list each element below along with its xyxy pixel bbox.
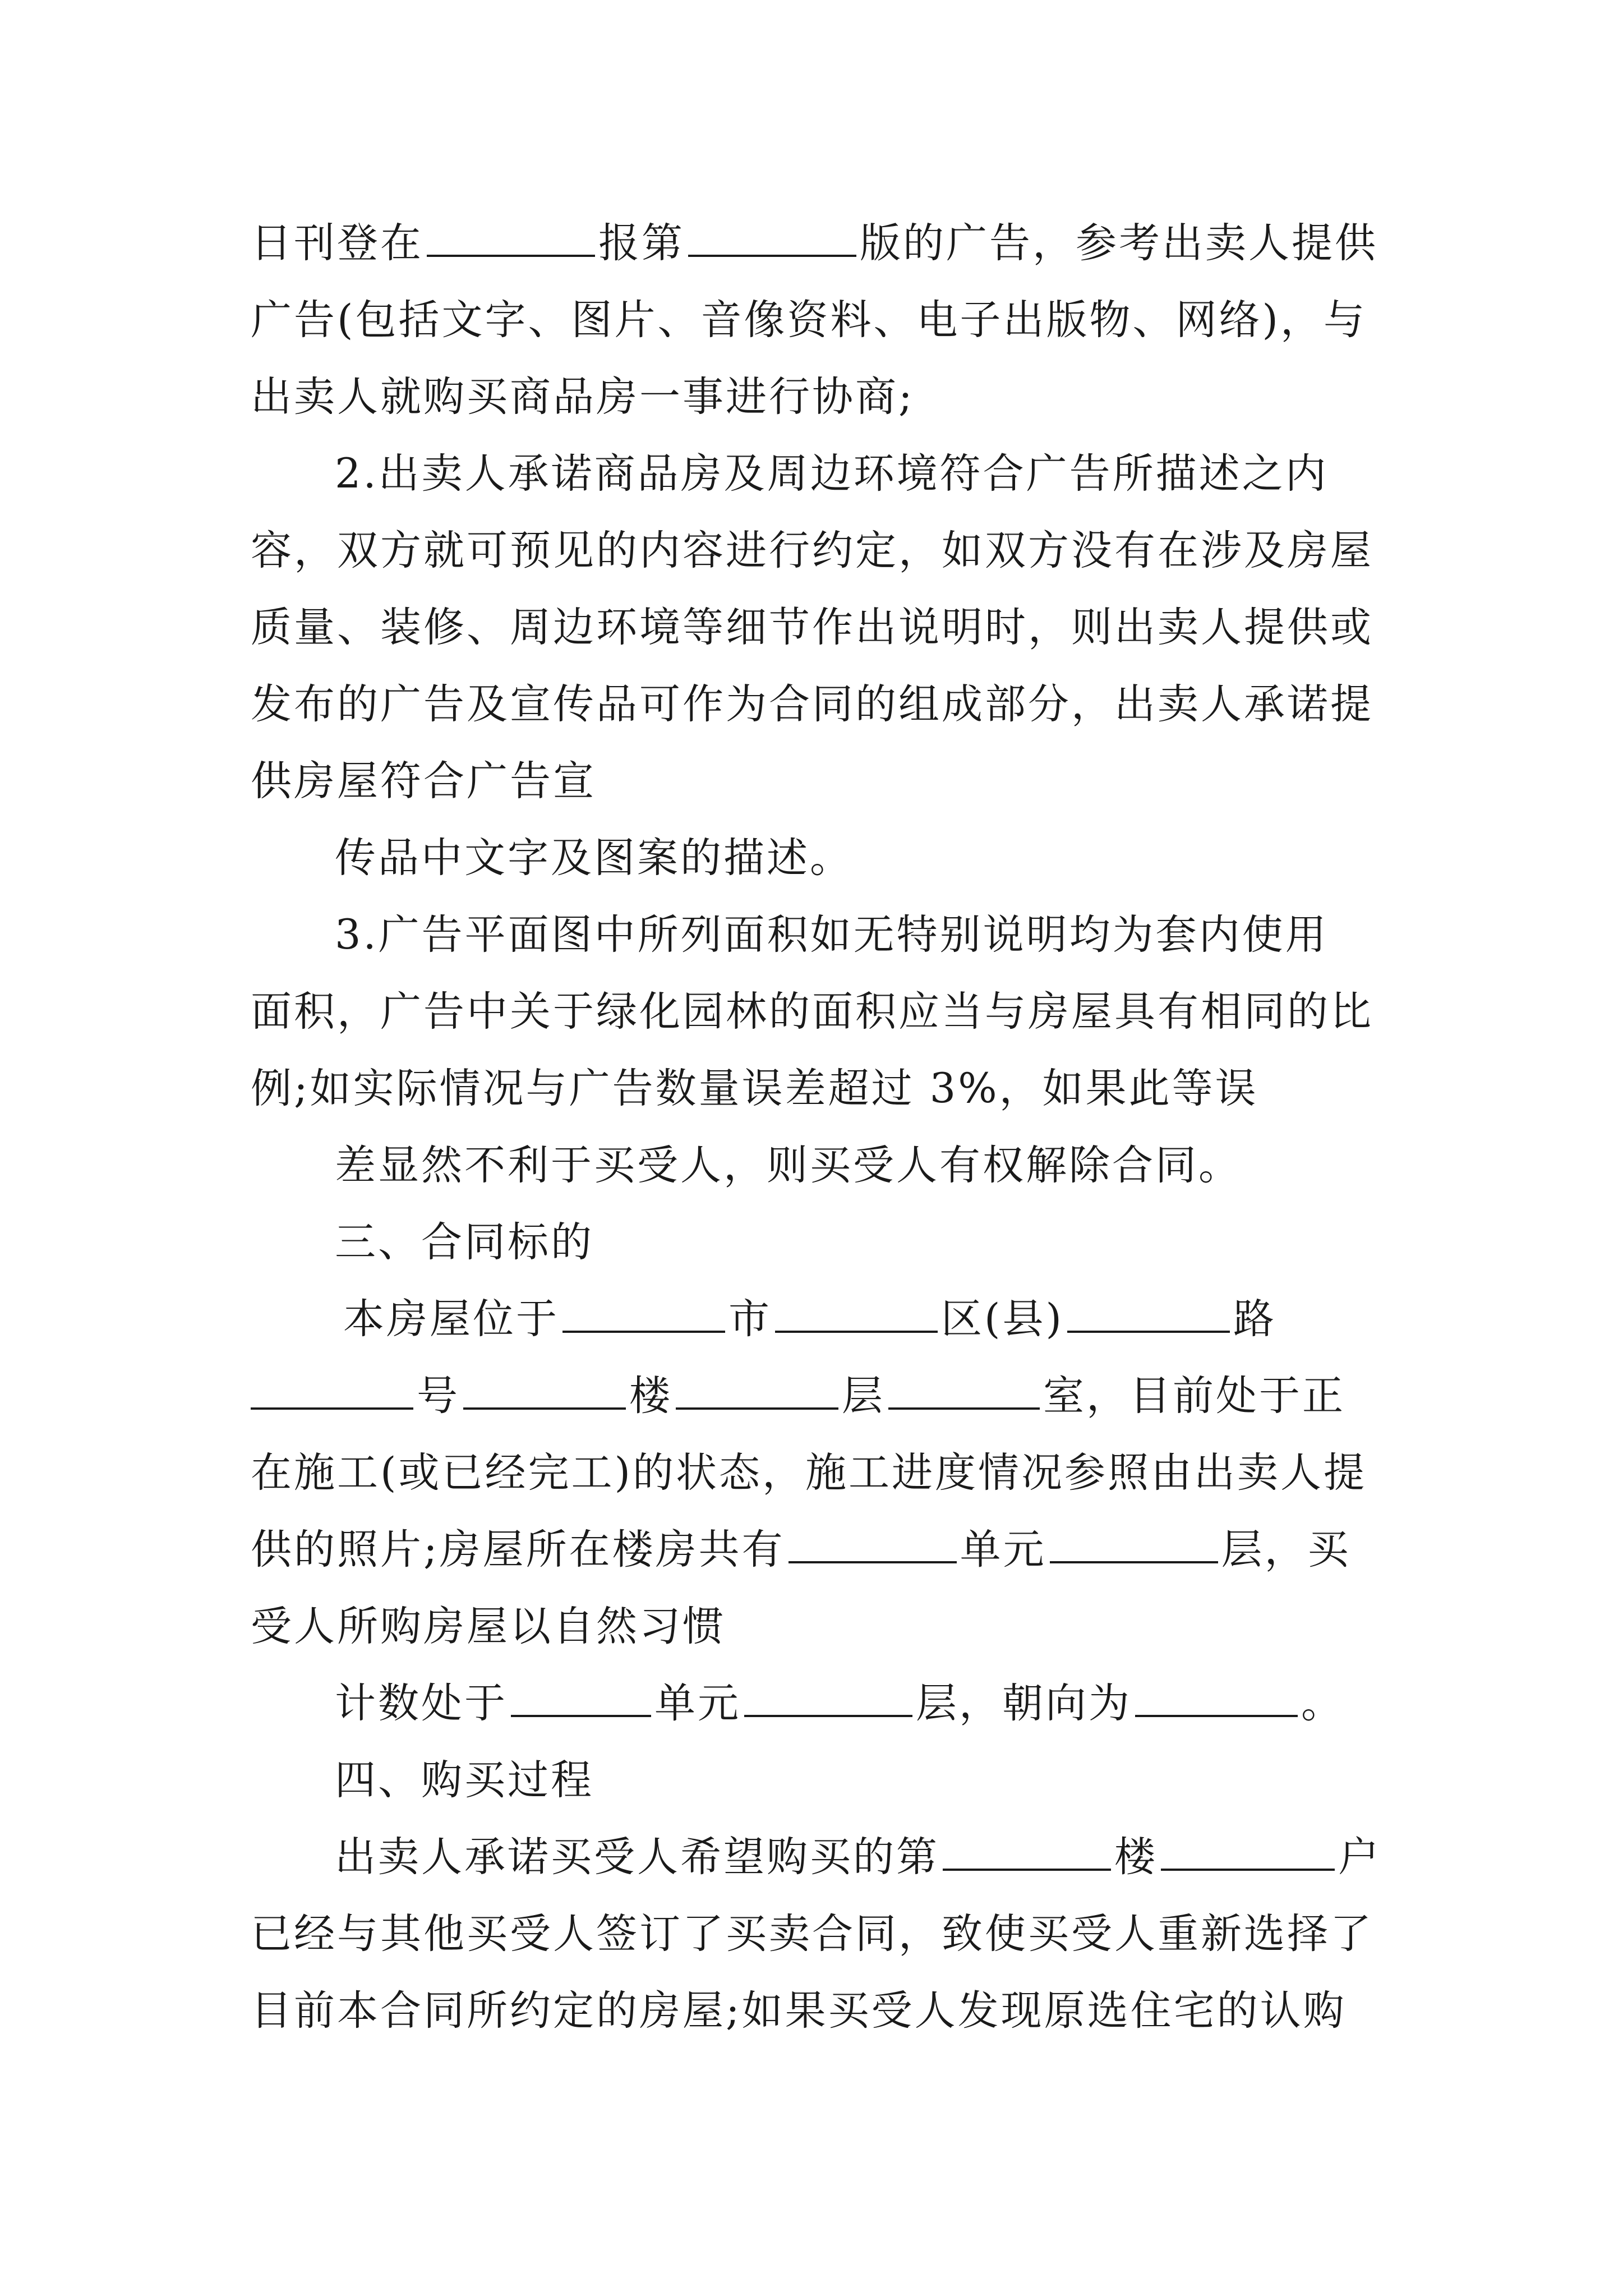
text-line bbox=[251, 1665, 1378, 1742]
text-line bbox=[251, 1819, 1381, 1895]
text-line: 广告(包括文字、图片、音像资料、电子出版物、网络)，与 bbox=[251, 296, 1367, 344]
text-segment: 出卖人承诺买受人希望购买的第 bbox=[335, 1833, 939, 1881]
blank-field bbox=[789, 1517, 957, 1563]
text-segment: 。 bbox=[1301, 1680, 1344, 1727]
text-segment: 本房屋位于 bbox=[343, 1295, 559, 1343]
text-line: 面积，广告中关于绿化园林的面积应当与房屋具有相同的比 bbox=[251, 988, 1373, 1036]
text-segment: 楼 bbox=[1114, 1833, 1158, 1881]
text-segment: 室，目前处于正 bbox=[1043, 1372, 1345, 1420]
text-segment: 楼 bbox=[629, 1372, 672, 1420]
blank-field bbox=[943, 1825, 1111, 1871]
text-segment: 层，买 bbox=[1221, 1526, 1351, 1573]
text-segment: 号 bbox=[417, 1372, 460, 1420]
text-line bbox=[251, 1358, 1378, 1434]
text-segment: 单元 bbox=[654, 1680, 741, 1727]
blank-field bbox=[775, 1287, 938, 1333]
text-line: 在施工(或已经完工)的状态，施工进度情况参照由出卖人提 bbox=[251, 1449, 1367, 1497]
blank-field bbox=[1067, 1287, 1230, 1333]
contract-text bbox=[251, 205, 1381, 2049]
text-line: 目前本合同所约定的房屋;如果买受人发现原选住宅的认购 bbox=[251, 1987, 1347, 2035]
text-line: 供房屋符合广告宣 bbox=[251, 757, 596, 805]
text-segment: 单元 bbox=[960, 1526, 1046, 1573]
blank-field bbox=[562, 1287, 725, 1333]
text-line: 2.出卖人承诺商品房及周边环境符合广告所描述之内 bbox=[335, 450, 1329, 498]
text-segment: 版的广告，参考出卖人提供 bbox=[860, 219, 1378, 267]
blank-field bbox=[463, 1364, 626, 1410]
text-line bbox=[251, 1511, 1378, 1588]
blank-field bbox=[1161, 1825, 1335, 1871]
text-line: 容，双方就可预见的内容进行约定，如双方没有在涉及房屋 bbox=[251, 527, 1373, 574]
blank-field bbox=[888, 1364, 1040, 1410]
text-line: 例;如实际情况与广告数量误差超过 3%，如果此等误 bbox=[251, 1065, 1258, 1112]
blank-field bbox=[511, 1671, 651, 1717]
text-line: 已经与其他买受人签订了买卖合同，致使买受人重新选择了 bbox=[251, 1910, 1373, 1958]
text-line: 差显然不利于买受人，则买受人有权解除合同。 bbox=[335, 1142, 1242, 1189]
text-segment: 路 bbox=[1233, 1295, 1276, 1343]
section-heading: 四、购买过程 bbox=[335, 1756, 594, 1804]
blank-field bbox=[251, 1364, 413, 1410]
blank-field bbox=[1050, 1517, 1218, 1563]
blank-field bbox=[688, 211, 856, 257]
text-line: 质量、装修、周边环境等细节作出说明时，则出卖人提供或 bbox=[251, 604, 1373, 651]
section-heading: 三、合同标的 bbox=[335, 1218, 594, 1266]
text-line bbox=[251, 205, 1378, 282]
blank-field bbox=[1135, 1671, 1298, 1717]
text-segment: 日刊登在 bbox=[251, 219, 423, 267]
text-segment: 层 bbox=[842, 1372, 885, 1420]
blank-field bbox=[427, 211, 595, 257]
text-line: 受人所购房屋以自然习惯 bbox=[251, 1603, 726, 1650]
text-segment: 供的照片;房屋所在楼房共有 bbox=[251, 1526, 785, 1573]
text-line: 传品中文字及图案的描述。 bbox=[335, 834, 853, 882]
blank-field bbox=[744, 1671, 912, 1717]
text-segment: 区(县) bbox=[941, 1295, 1064, 1343]
text-segment: 户 bbox=[1338, 1833, 1381, 1881]
text-segment: 报第 bbox=[598, 219, 685, 267]
text-segment: 市 bbox=[728, 1295, 772, 1343]
text-segment: 计数处于 bbox=[335, 1680, 508, 1727]
text-segment: 层，朝向为 bbox=[916, 1680, 1132, 1727]
text-line: 发布的广告及宣传品可作为合同的组成部分，出卖人承诺提 bbox=[251, 680, 1373, 728]
text-line bbox=[251, 1281, 1378, 1358]
text-line: 3.广告平面图中所列面积如无特别说明均为套内使用 bbox=[335, 911, 1329, 959]
blank-field bbox=[676, 1364, 838, 1410]
text-line: 出卖人就购买商品房一事进行协商; bbox=[251, 373, 915, 421]
